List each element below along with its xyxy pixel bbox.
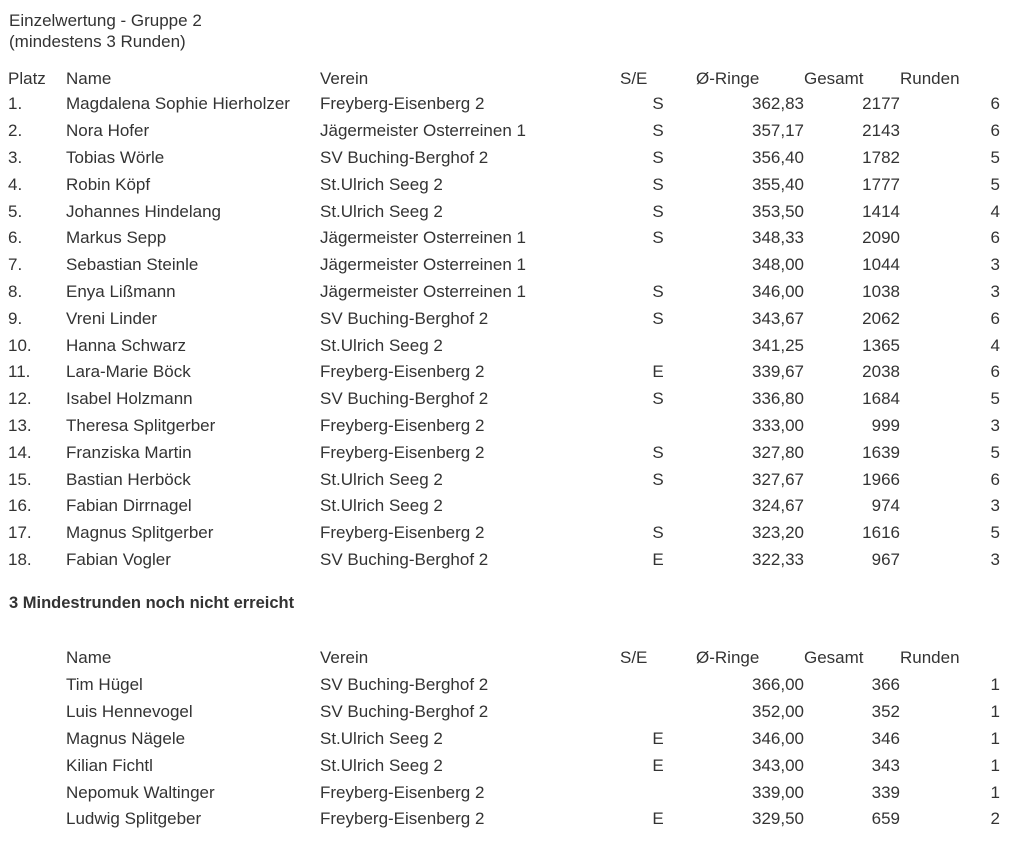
cell-name: Franziska Martin	[66, 442, 192, 462]
cell-platz: 2.	[8, 121, 23, 141]
cell-verein: Freyberg-Eisenberg 2	[320, 362, 485, 382]
cell-ringe: 341,25	[752, 335, 804, 355]
cell-spacer	[8, 806, 66, 833]
cell-verein: St.Ulrich Seeg 2	[320, 469, 443, 489]
table-row	[8, 145, 1000, 172]
cell-runden: 1	[990, 702, 1000, 722]
cell-ringe: 327,67	[752, 469, 804, 489]
table-row	[8, 806, 1000, 833]
cell-se: E	[652, 728, 664, 748]
cell-se: S	[652, 228, 664, 248]
cell-platz: 11.	[8, 362, 31, 382]
table-row	[8, 699, 1000, 726]
cell-se	[620, 413, 696, 440]
cell-name: Nepomuk Waltinger	[66, 782, 215, 802]
header-gesamt: Gesamt	[804, 68, 864, 88]
cell-gesamt: 352	[871, 702, 900, 722]
cell-verein: SV Buching-Berghof 2	[320, 308, 489, 328]
pending-header-gesamt: Gesamt	[804, 648, 864, 667]
cell-ringe: 352,00	[752, 702, 804, 722]
pending-header-se: S/E	[620, 648, 648, 667]
cell-verein: Jägermeister Osterreinen 1	[320, 281, 526, 301]
table-row	[8, 91, 1000, 118]
header-runden: Runden	[900, 68, 960, 88]
header-ringe: Ø-Ringe	[696, 68, 760, 88]
cell-verein: St.Ulrich Seeg 2	[320, 755, 443, 775]
cell-name: Luis Hennevogel	[66, 702, 193, 722]
table-row	[8, 225, 1000, 252]
pending-header-name: Name	[66, 648, 112, 667]
page-title-line-1: Einzelwertung - Gruppe 2	[9, 11, 202, 30]
cell-name: Theresa Splitgerber	[66, 415, 216, 435]
cell-verein: SV Buching-Berghof 2	[320, 702, 489, 722]
cell-gesamt: 343	[871, 755, 900, 775]
cell-ringe: 356,40	[752, 147, 804, 167]
table-row	[8, 252, 1000, 279]
table-row	[8, 439, 1000, 466]
table-row	[8, 359, 1000, 386]
cell-name: Tim Hügel	[66, 675, 143, 695]
pending-header-ringe: Ø-Ringe	[696, 648, 760, 667]
pending-body	[8, 672, 1000, 833]
cell-ringe: 353,50	[752, 201, 804, 221]
cell-platz: 9.	[8, 308, 23, 328]
cell-platz: 8.	[8, 281, 23, 301]
cell-se	[620, 332, 696, 359]
table-row	[8, 493, 1000, 520]
cell-runden: 5	[990, 389, 1000, 409]
cell-gesamt: 366	[871, 675, 900, 695]
cell-runden: 5	[990, 442, 1000, 462]
cell-gesamt: 1038	[862, 281, 900, 301]
cell-platz: 7.	[8, 255, 23, 275]
cell-platz: 14.	[8, 442, 32, 462]
cell-name: Johannes Hindelang	[66, 201, 222, 221]
cell-gesamt: 1414	[862, 201, 900, 221]
cell-ringe: 327,80	[752, 442, 804, 462]
cell-verein: Freyberg-Eisenberg 2	[320, 442, 485, 462]
table-row	[8, 386, 1000, 413]
cell-gesamt: 1782	[862, 147, 900, 167]
cell-verein: SV Buching-Berghof 2	[320, 147, 489, 167]
table-row	[8, 466, 1000, 493]
cell-verein: Freyberg-Eisenberg 2	[320, 523, 485, 543]
cell-se: E	[652, 549, 664, 569]
cell-name: Tobias Wörle	[66, 147, 165, 167]
cell-runden: 5	[990, 174, 1000, 194]
cell-se: S	[652, 308, 664, 328]
cell-runden: 5	[990, 523, 1000, 543]
cell-runden: 6	[990, 362, 1000, 382]
page-title-line-2: (mindestens 3 Runden)	[9, 32, 186, 51]
cell-name: Markus Sepp	[66, 228, 167, 248]
cell-gesamt: 1365	[862, 335, 900, 355]
cell-gesamt: 346	[871, 728, 900, 748]
cell-runden: 3	[990, 549, 1000, 569]
cell-ringe: 343,00	[752, 755, 804, 775]
header-name: Name	[66, 68, 112, 88]
cell-name: Fabian Dirrnagel	[66, 496, 192, 516]
cell-name: Sebastian Steinle	[66, 255, 199, 275]
table-row	[8, 332, 1000, 359]
pending-table	[8, 644, 1000, 833]
cell-gesamt: 2090	[862, 228, 900, 248]
cell-runden: 3	[990, 496, 1000, 516]
cell-platz: 5.	[8, 201, 23, 221]
table-row	[8, 279, 1000, 306]
cell-name: Isabel Holzmann	[66, 389, 193, 409]
cell-gesamt: 2038	[862, 362, 900, 382]
cell-ringe: 324,67	[752, 496, 804, 516]
ranking-body	[8, 91, 1000, 573]
cell-se: E	[652, 755, 664, 775]
cell-se: S	[652, 523, 664, 543]
cell-runden: 1	[990, 675, 1000, 695]
cell-runden: 6	[990, 469, 1000, 489]
cell-verein: St.Ulrich Seeg 2	[320, 201, 443, 221]
cell-se: S	[652, 121, 664, 141]
cell-verein: Jägermeister Osterreinen 1	[320, 228, 526, 248]
cell-verein: Freyberg-Eisenberg 2	[320, 809, 485, 829]
pending-header-verein: Verein	[320, 648, 369, 667]
cell-name: Vreni Linder	[66, 308, 158, 328]
cell-name: Robin Köpf	[66, 174, 151, 194]
cell-spacer	[8, 752, 66, 779]
cell-gesamt: 1044	[862, 255, 900, 275]
cell-ringe: 329,50	[752, 809, 804, 829]
cell-spacer	[8, 779, 66, 806]
cell-name: Bastian Herböck	[66, 469, 191, 489]
cell-se	[620, 779, 696, 806]
table-row	[8, 520, 1000, 547]
cell-verein: St.Ulrich Seeg 2	[320, 728, 443, 748]
cell-platz: 13.	[8, 415, 32, 435]
table-row	[8, 305, 1000, 332]
cell-se	[620, 252, 696, 279]
cell-runden: 4	[990, 201, 1000, 221]
cell-verein: Jägermeister Osterreinen 1	[320, 255, 526, 275]
cell-runden: 3	[990, 415, 1000, 435]
cell-verein: Freyberg-Eisenberg 2	[320, 94, 485, 114]
cell-ringe: 357,17	[752, 121, 804, 141]
cell-platz: 1.	[8, 94, 23, 114]
cell-se: S	[652, 281, 664, 301]
cell-ringe: 322,33	[752, 549, 804, 569]
cell-runden: 6	[990, 308, 1000, 328]
cell-gesamt: 2062	[862, 308, 900, 328]
cell-runden: 6	[990, 121, 1000, 141]
cell-se: S	[652, 442, 664, 462]
cell-runden: 2	[990, 809, 1000, 829]
cell-se: S	[652, 469, 664, 489]
header-se: S/E	[620, 68, 648, 88]
cell-gesamt: 1684	[862, 389, 900, 409]
table-row	[8, 726, 1000, 753]
cell-runden: 1	[990, 728, 1000, 748]
cell-gesamt: 974	[871, 496, 900, 516]
cell-ringe: 348,00	[752, 255, 804, 275]
cell-verein: SV Buching-Berghof 2	[320, 389, 489, 409]
cell-name: Nora Hofer	[66, 121, 150, 141]
cell-platz: 16.	[8, 496, 32, 516]
cell-spacer	[8, 699, 66, 726]
cell-platz: 3.	[8, 147, 23, 167]
cell-gesamt: 1639	[862, 442, 900, 462]
header-verein: Verein	[320, 68, 369, 88]
cell-se: S	[652, 94, 664, 114]
table-row	[8, 413, 1000, 440]
cell-name: Ludwig Splitgeber	[66, 809, 202, 829]
cell-name: Magnus Nägele	[66, 728, 186, 748]
cell-ringe: 339,00	[752, 782, 804, 802]
cell-se: S	[652, 389, 664, 409]
header-platz: Platz	[8, 68, 46, 88]
cell-platz: 4.	[8, 174, 23, 194]
cell-verein: SV Buching-Berghof 2	[320, 549, 489, 569]
cell-se	[620, 493, 696, 520]
cell-verein: Freyberg-Eisenberg 2	[320, 415, 485, 435]
cell-gesamt: 1966	[862, 469, 900, 489]
page-title	[9, 10, 202, 52]
cell-verein: St.Ulrich Seeg 2	[320, 174, 443, 194]
cell-ringe: 348,33	[752, 228, 804, 248]
cell-platz: 6.	[8, 228, 23, 248]
cell-gesamt: 999	[871, 415, 900, 435]
cell-name: Magnus Splitgerber	[66, 523, 214, 543]
pending-header-row	[8, 644, 1000, 672]
cell-name: Hanna Schwarz	[66, 335, 187, 355]
cell-ringe: 339,67	[752, 362, 804, 382]
cell-ringe: 355,40	[752, 174, 804, 194]
cell-se: E	[652, 362, 664, 382]
cell-runden: 1	[990, 755, 1000, 775]
cell-platz: 17.	[8, 523, 32, 543]
cell-ringe: 346,00	[752, 281, 804, 301]
cell-platz: 15.	[8, 469, 32, 489]
cell-spacer	[8, 726, 66, 753]
cell-runden: 3	[990, 281, 1000, 301]
pending-heading: 3 Mindestrunden noch nicht erreicht	[9, 594, 295, 612]
cell-name: Enya Lißmann	[66, 281, 176, 301]
cell-se: S	[652, 201, 664, 221]
header-spacer	[8, 644, 66, 672]
cell-platz: 18.	[8, 549, 32, 569]
cell-ringe: 323,20	[752, 523, 804, 543]
table-row	[8, 779, 1000, 806]
table-row	[8, 198, 1000, 225]
cell-gesamt: 1616	[862, 523, 900, 543]
cell-runden: 6	[990, 94, 1000, 114]
cell-runden: 1	[990, 782, 1000, 802]
cell-gesamt: 1777	[862, 174, 900, 194]
cell-ringe: 362,83	[752, 94, 804, 114]
pending-header-runden: Runden	[900, 648, 960, 667]
cell-name: Kilian Fichtl	[66, 755, 153, 775]
cell-ringe: 366,00	[752, 675, 804, 695]
cell-gesamt: 967	[871, 549, 900, 569]
cell-runden: 3	[990, 255, 1000, 275]
cell-runden: 4	[990, 335, 1000, 355]
cell-name: Fabian Vogler	[66, 549, 171, 569]
cell-verein: St.Ulrich Seeg 2	[320, 335, 443, 355]
cell-se	[620, 672, 696, 699]
ranking-header-row	[8, 66, 1000, 91]
cell-ringe: 336,80	[752, 389, 804, 409]
table-row	[8, 672, 1000, 699]
table-row	[8, 547, 1000, 574]
cell-spacer	[8, 672, 66, 699]
ranking-table	[8, 66, 1000, 573]
table-row	[8, 752, 1000, 779]
cell-platz: 10.	[8, 335, 32, 355]
cell-runden: 6	[990, 228, 1000, 248]
table-row	[8, 171, 1000, 198]
cell-runden: 5	[990, 147, 1000, 167]
cell-se: S	[652, 147, 664, 167]
cell-ringe: 343,67	[752, 308, 804, 328]
cell-gesamt: 2143	[862, 121, 900, 141]
cell-gesamt: 2177	[862, 94, 900, 114]
cell-se: S	[652, 174, 664, 194]
cell-verein: St.Ulrich Seeg 2	[320, 496, 443, 516]
cell-name: Lara-Marie Böck	[66, 362, 191, 382]
cell-gesamt: 339	[871, 782, 900, 802]
cell-se	[620, 699, 696, 726]
cell-ringe: 333,00	[752, 415, 804, 435]
cell-verein: Jägermeister Osterreinen 1	[320, 121, 526, 141]
cell-se: E	[652, 809, 664, 829]
cell-verein: SV Buching-Berghof 2	[320, 675, 489, 695]
cell-ringe: 346,00	[752, 728, 804, 748]
cell-name: Magdalena Sophie Hierholzer	[66, 94, 290, 114]
cell-verein: Freyberg-Eisenberg 2	[320, 782, 485, 802]
table-row	[8, 118, 1000, 145]
cell-gesamt: 659	[871, 809, 900, 829]
cell-platz: 12.	[8, 389, 32, 409]
